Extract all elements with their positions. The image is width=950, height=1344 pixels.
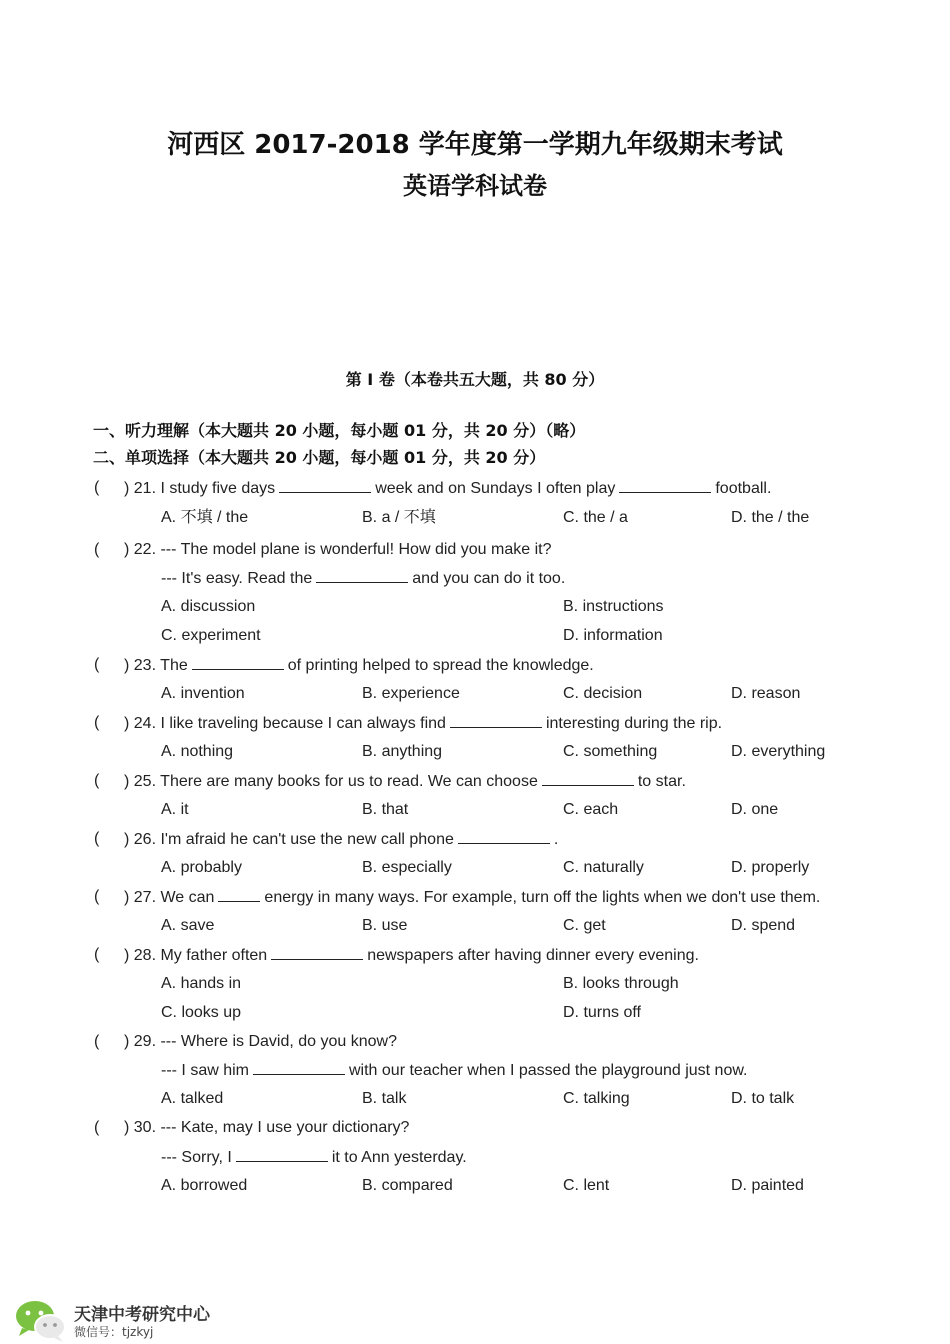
question-text: --- I saw him — [161, 1062, 249, 1079]
section-multiple-choice-heading: 二、单项选择（本大题共 20 小题，每小题 01 分，共 20 分） — [93, 448, 546, 467]
question-text: of printing helped to spread the knowledge. — [287, 657, 594, 674]
question-text: to star. — [637, 773, 686, 790]
question-text: ) 29. --- Where is David, do you know? — [124, 1033, 397, 1050]
option-d[interactable]: D. to talk — [731, 1090, 795, 1107]
option-c[interactable]: C. talking — [563, 1090, 630, 1107]
option-b[interactable]: B. instructions — [563, 598, 664, 615]
option-a[interactable]: A. nothing — [161, 743, 234, 760]
option-a[interactable]: A. save — [161, 917, 215, 934]
answer-blank — [271, 945, 363, 960]
answer-paren[interactable]: ( — [94, 541, 100, 558]
answer-blank — [619, 478, 711, 493]
option-c[interactable]: C. decision — [563, 685, 643, 702]
footer-watermark — [14, 1296, 274, 1342]
question-text: energy in many ways. For example, turn off the lights when we don't use them. — [264, 889, 821, 906]
volume-heading: 第 I 卷（本卷共五大题，共 80 分） — [345, 370, 605, 389]
option-a[interactable]: A. 不填 / the — [161, 509, 249, 526]
option-a[interactable]: A. borrowed — [161, 1177, 248, 1194]
question-text: with our teacher when I passed the playground just now. — [349, 1062, 748, 1079]
answer-paren[interactable]: ( — [94, 1119, 100, 1136]
option-c[interactable]: C. lent — [563, 1177, 610, 1194]
question-text: . — [553, 831, 559, 848]
question-text: ) 22. --- The model plane is wonderful! How did you make it? — [124, 541, 552, 558]
question-text: --- It's easy. Read the — [161, 570, 313, 587]
question-text: ) 28. My father often — [124, 947, 268, 964]
answer-paren[interactable]: ( — [94, 946, 100, 963]
answer-blank — [450, 713, 542, 728]
answer-blank — [236, 1147, 328, 1162]
answer-blank — [279, 478, 371, 493]
question-text: it to Ann yesterday. — [331, 1149, 467, 1166]
option-c[interactable]: C. naturally — [563, 859, 644, 876]
option-d[interactable]: D. information — [563, 627, 663, 644]
answer-blank — [542, 771, 634, 786]
footer-brand: 天津中考研究中心 — [74, 1305, 210, 1325]
option-d[interactable]: D. one — [731, 801, 779, 818]
answer-paren[interactable]: ( — [94, 888, 100, 905]
option-c[interactable]: C. something — [563, 743, 658, 760]
option-a[interactable]: A. hands in — [161, 975, 242, 992]
option-d[interactable]: D. everything — [731, 743, 826, 760]
option-d[interactable]: D. painted — [731, 1177, 804, 1194]
question-text: ) 25. There are many books for us to read. We can choose — [124, 773, 538, 790]
option-d[interactable]: D. spend — [731, 917, 796, 934]
answer-blank — [218, 887, 260, 902]
option-c[interactable]: C. looks up — [161, 1004, 242, 1021]
option-b[interactable]: B. talk — [362, 1090, 407, 1107]
option-c[interactable]: C. get — [563, 917, 606, 934]
question-text: ) 24. I like traveling because I can always find — [124, 715, 446, 732]
answer-paren[interactable]: ( — [94, 772, 100, 789]
question-text: and you can do it too. — [412, 570, 566, 587]
answer-blank — [192, 655, 284, 670]
answer-paren[interactable]: ( — [94, 1033, 100, 1050]
option-a[interactable]: A. probably — [161, 859, 242, 876]
answer-blank — [253, 1060, 345, 1075]
option-d[interactable]: D. reason — [731, 685, 801, 702]
option-b[interactable]: B. use — [362, 917, 408, 934]
option-d[interactable]: D. properly — [731, 859, 810, 876]
option-d[interactable]: D. the / the — [731, 509, 810, 526]
option-d[interactable]: D. turns off — [563, 1004, 641, 1021]
option-a[interactable]: A. talked — [161, 1090, 224, 1107]
option-b[interactable]: B. compared — [362, 1177, 453, 1194]
question-text: ) 26. I'm afraid he can't use the new call phone — [124, 831, 454, 848]
option-c[interactable]: C. experiment — [161, 627, 261, 644]
question-text: newspapers after having dinner every evening. — [367, 947, 699, 964]
option-a[interactable]: A. invention — [161, 685, 245, 702]
question-text: ) 30. --- Kate, may I use your dictionary? — [124, 1119, 410, 1136]
option-a[interactable]: A. discussion — [161, 598, 256, 615]
option-c[interactable]: C. the / a — [563, 509, 628, 526]
option-a[interactable]: A. it — [161, 801, 189, 818]
section-listening-heading: 一、听力理解（本大题共 20 小题，每小题 01 分，共 20 分）（略） — [93, 421, 586, 440]
answer-blank — [316, 568, 408, 583]
exam-subtitle: 英语学科试卷 — [403, 172, 547, 200]
option-b[interactable]: B. experience — [362, 685, 460, 702]
option-b[interactable]: B. a / 不填 — [362, 509, 436, 526]
answer-paren[interactable]: ( — [94, 830, 100, 847]
wechat-logo-icon — [14, 1298, 68, 1342]
footer-wechat-id: 微信号：tjzkyj — [74, 1325, 154, 1339]
answer-paren[interactable]: ( — [94, 656, 100, 673]
question-text: week and on Sundays I often play — [375, 480, 616, 497]
option-c[interactable]: C. each — [563, 801, 619, 818]
option-b[interactable]: B. looks through — [563, 975, 679, 992]
answer-paren[interactable]: ( — [94, 714, 100, 731]
answer-paren[interactable]: ( — [94, 479, 100, 496]
question-text: --- Sorry, I — [161, 1149, 232, 1166]
answer-blank — [458, 829, 550, 844]
option-b[interactable]: B. that — [362, 801, 409, 818]
option-b[interactable]: B. especially — [362, 859, 452, 876]
option-b[interactable]: B. anything — [362, 743, 443, 760]
question-text: ) 27. We can — [124, 889, 215, 906]
question-text: ) 21. I study five days — [124, 480, 276, 497]
question-text: interesting during the rip. — [545, 715, 723, 732]
question-text: football. — [715, 480, 772, 497]
question-text: ) 23. The — [124, 657, 188, 674]
exam-title: 河西区 2017-2018 学年度第一学期九年级期末考试 — [167, 130, 783, 160]
